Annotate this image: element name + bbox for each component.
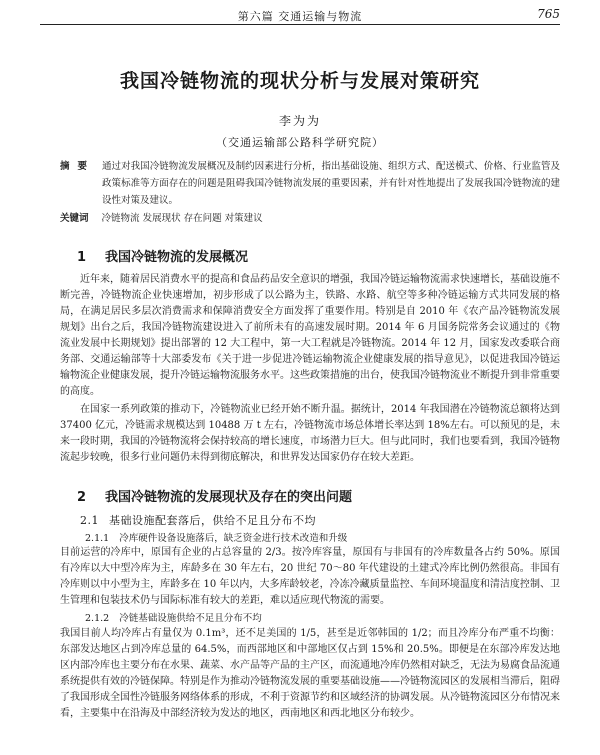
subsection-2-1 [80,512,316,528]
subsection-2-1-title: 基础设施配套落后，供给不足且分布不均 [109,514,316,527]
abstract [60,158,560,209]
paper-title: 我国冷链物流的现状分析与发展对策研究 [119,70,480,92]
section1-paragraph2-text: 在国家一系列政策的推动下，冷链物流业已经开始不断升温。据统计，2014 年我国潜在冷链物流总额将达到 37400 亿元，冷链需求规模达到 10488 万 t 左右，冷链物流市场总体增长率达到 18%左右。可以预见的是，未来一段时期，我国的冷链物流将会保持较高的增长速度，市场潜力巨大。但与此同时，我们也要看到，我国冷链物流起步较晚，很多行业问题仍未得到彻底解决，和世界发达国家仍存在较大差距。 [60,404,560,463]
subsection-2-1-number: 2.1 [80,514,99,527]
keywords-label: 关键词 [60,213,89,224]
keywords [60,210,560,224]
section1-paragraph2 [60,402,560,466]
section2-heading [77,486,352,505]
abstract-text: 通过对我国冷链物流发展概况及制约因素进行分析，指出基础设施、组织方式、配送模式、价格、行业监管及政策标准等方面存在的问题是阻碍我国冷链物流发展的重要因素，并有针对性地提出了发展我国冷链物流的建设性对策及建议。 [102,161,560,206]
subsection-2-1-1-title: 冷库硬件设备设施落后，缺乏资金进行技术改造和升级 [119,533,348,544]
affiliation: （交通运输部公路科学研究院） [216,136,384,149]
chapter-header: 第六篇 交通运输与物流 [237,10,363,23]
section1-paragraph1-text: 近年来，随着居民消费水平的提高和食品药品安全意识的增强，我国冷链运输物流需求快速增长，基础设施不断完善，冷链物流企业快速增加，初步形成了以公路为主，铁路、水路、航空等多种冷链运输方式共同发展的格局，在满足居民多层次消费需求和保障消费安全方面发挥了重要作用。特别是自 2010 年《农产品冷链物流发展规划》出台之后，我国冷链物流建设进入了前所未有的高速发展时期。2014 年 6 月国务院常务会议通过的《物流业发展中长期规划》提出部署的 12 大工程中，第一大工程就是冷链物流。2014 年 12 月，国家发改委联合商务部、交通运输部等十大部委发布《关于进一步促进冷链运输物流企业健康发展的指导意见》，以促进我国冷链运输物流企业健康发展，提升冷链运输物流服务水平。这些政策措施的出台，使我国冷链物流业不断提升到非常重要的高度。 [60,274,560,397]
section1-title: 我国冷链物流的发展概况 [105,250,249,265]
running-header [40,6,560,26]
subsection-2-1-2-number: 2.1.2 [85,613,110,624]
section2-paragraph2 [60,626,560,722]
keywords-text: 冷链物流 发展现状 存在问题 对策建议 [101,213,263,224]
section1-number: 1 [77,250,87,265]
abstract-label: 摘要 [60,161,96,172]
section1-paragraph1 [60,272,560,400]
section1-heading [77,246,248,265]
author: 李为为 [278,114,321,128]
section2-paragraph1-text: 目前运营的冷库中，原国有企业的占总容量的 2/3。按冷库容量，原国有与非国有的冷库数量各占约 50%。原国有冷库以大中型冷库为主，库龄多在 30 年左右，20 世纪 70～80 年代建设的土建式冷库比例仍然很高。非国有冷库则以中小型为主，库龄多在 10 年以内，大多库龄较老，冷冻冷藏质量监控、车间环境温度和清洁度控制、卫生管理和包装技术仍与国际标准有较大的差距，难以适应现代物流的需要。 [60,547,560,606]
subsection-2-1-1 [85,530,347,544]
subsection-2-1-1-number: 2.1.1 [85,533,110,544]
section2-title: 我国冷链物流的发展现状及存在的突出问题 [105,490,353,505]
section2-number: 2 [77,490,87,505]
subsection-2-1-2 [85,610,262,624]
subsection-2-1-2-title: 冷链基础设施供给不足且分布不均 [119,613,262,624]
section2-paragraph1 [60,545,560,609]
section2-paragraph2-text: 我国目前人均冷库占有量仅为 0.1m³，还不足美国的 1/5，甚至是近邻韩国的 1/2；而且冷库分布严重不均衡：东部发达地区占到冷库总量的 64.5%，而西部地区和中部地区仅占到 15%和 20.5%。即便是在东部冷库发达地区内部冷库也主要分布在水果、蔬菜、水产品等产品的主产区，而流通地冷库仍然相对缺乏，无法为易腐食品流通系统提供有效的冷链保障。特别是作为推动冷链物流发展的重要基础设施——冷链物流园区的发展相当滞后，阻碍了我国形成全国性冷链服务网络体系的形成，不利于资源节约和区域经济的协调发展。从冷链物流园区分布情况来看，主要集中在沿海及中部经济较为发达的地区，西南地区和西北地区分布较少。 [60,628,560,719]
page-number: 765 [537,7,560,21]
header-rule [40,24,560,25]
